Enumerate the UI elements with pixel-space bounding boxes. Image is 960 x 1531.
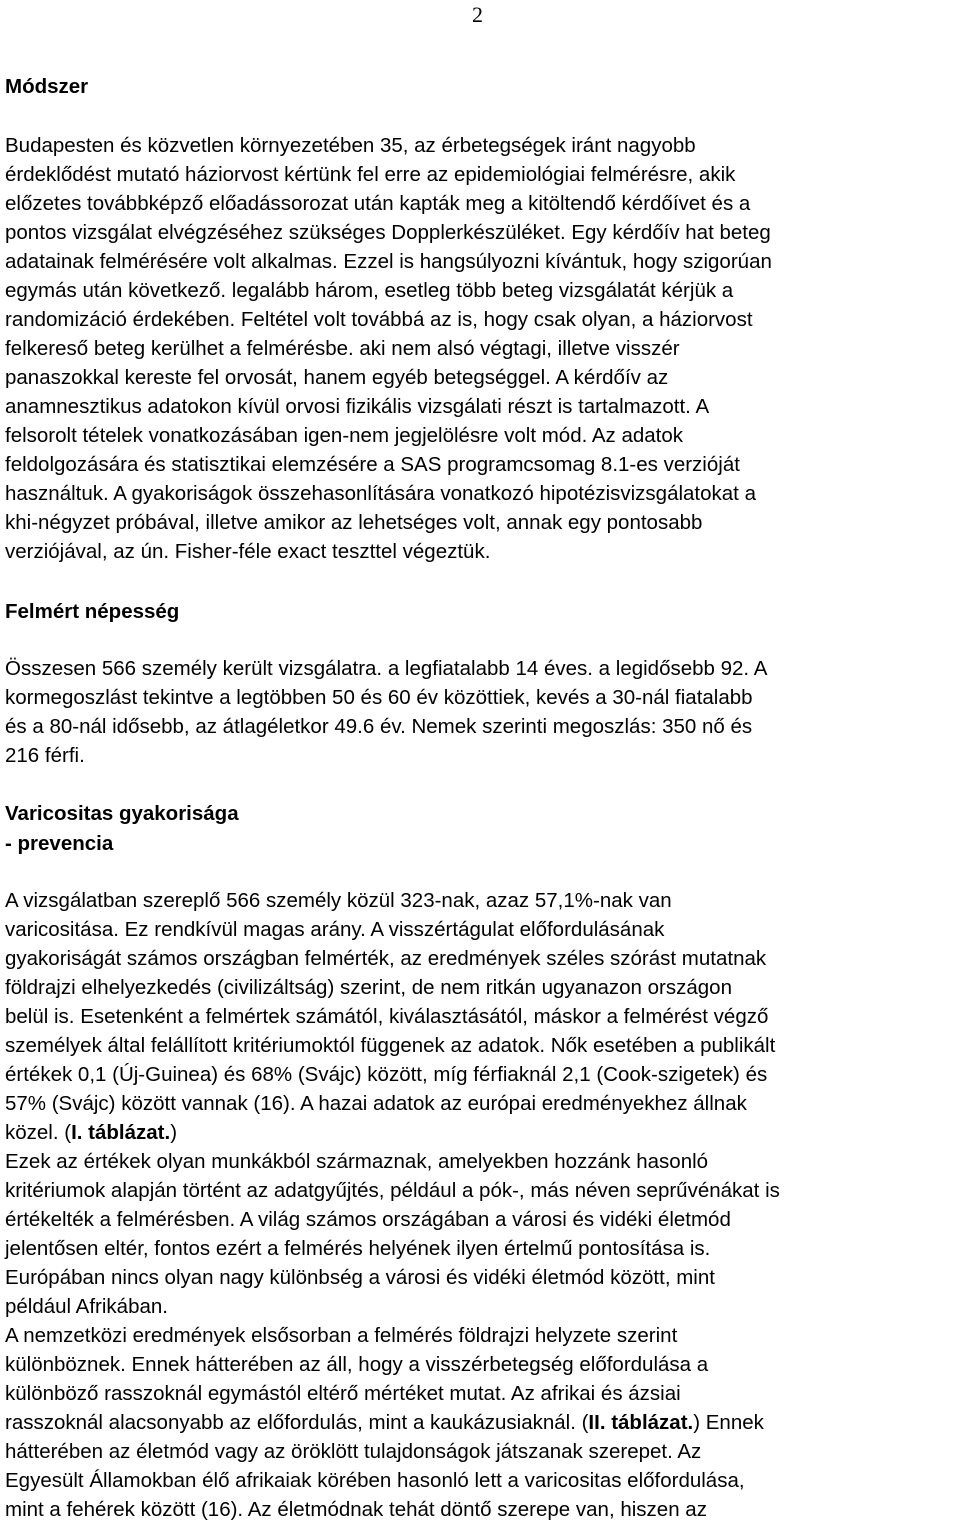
text-line: Budapesten és közvetlen környezetében 35, az érbetegségek iránt nagyobb (5, 134, 696, 157)
paragraph-modszer (5, 131, 958, 566)
table-ref-2: II. táblázat. (588, 1411, 694, 1434)
text-line: 57% (Svájc) között vannak (16). A hazai adatok az európai eredményekhez állnak (5, 1092, 747, 1115)
text-line: mint a fehérek között (16). Az életmódnak tehát döntő szerepe van, hiszen az (5, 1498, 707, 1521)
text-line: feldolgozására és statisztikai elemzésére a SAS programcsomag 8.1-es verzióját (5, 453, 740, 476)
text-line: adatainak felmérésére volt alkalmas. Ezzel is hangsúlyozni kívántuk, hogy szigorúan (5, 250, 772, 273)
text-line: jelentősen eltér, fontos ezért a felmérés helyének ilyen értelmű pontosítása is. (5, 1237, 711, 1260)
text-line: khi-négyzet próbával, illetve amikor az lehetséges volt, annak egy pontosabb (5, 511, 703, 534)
text-line: rasszoknál alacsonyabb az előfordulás, mint a kaukázusiaknál. (II. táblázat.) Ennek (5, 1411, 764, 1434)
text-line: értékelték a felmérésben. A világ számos országában a városi és vidéki életmód (5, 1208, 731, 1231)
paragraph-varicositas (5, 886, 958, 1524)
heading-felmert-nepesseg: Felmért népesség (5, 600, 180, 623)
text-line: Ezek az értékek olyan munkákból származnak, amelyekben hozzánk hasonló (5, 1150, 709, 1173)
heading-prevencia: - prevencia (5, 832, 114, 855)
text-line: Európában nincs olyan nagy különbség a városi és vidéki életmód között, mint (5, 1266, 715, 1289)
text-line: használtuk. A gyakoriságok összehasonlítására vonatkozó hipotézisvizsgálatokat a (5, 482, 756, 505)
text-line: például Afrikában. (5, 1295, 168, 1318)
text-line: A vizsgálatban szereplő 566 személy közül 323-nak, azaz 57,1%-nak van (5, 889, 672, 912)
text-line: különböznek. Ennek hátterében az áll, hogy a visszérbetegség előfordulása a (5, 1353, 709, 1376)
heading-modszer: Módszer (5, 75, 89, 98)
text-line: előzetes továbbképző előadássorozat után kapták meg a kitöltendő kérdőívet és a (5, 192, 751, 215)
text-line: különböző rasszoknál egymástól eltérő mértéket mutat. Az afrikai és ázsiai (5, 1382, 681, 1405)
text-line: verziójával, az ún. Fisher-féle exact teszttel végeztük. (5, 540, 491, 563)
text-line: kormegoszlást tekintve a legtöbben 50 és 60 év közöttiek, kevés a 30-nál fiatalabb (5, 686, 753, 709)
text-line: varicositása. Ez rendkívül magas arány. A visszértágulat előfordulásának (5, 918, 665, 941)
text-line: Összesen 566 személy került vizsgálatra. a legfiatalabb 14 éves. a legidősebb 92. A (5, 657, 768, 680)
text-line: egymás után következő. legalább három, esetleg több beteg vizsgálatát kérjük a (5, 279, 734, 302)
text-line: randomizáció érdekében. Feltétel volt továbbá az is, hogy csak olyan, a háziorvost (5, 308, 753, 331)
text-line: érdeklődést mutató háziorvost kértünk fel erre az epidemiológiai felmérésre, akik (5, 163, 736, 186)
text-line: 216 férfi. (5, 744, 85, 767)
paragraph-felmert-nepesseg (5, 654, 958, 770)
text-line: anamnesztikus adatokon kívül orvosi fizikális vizsgálati részt is tartalmazott. A (5, 395, 710, 418)
text-line: közel. (I. táblázat.) (5, 1121, 178, 1144)
text-line: panaszokkal kereste fel orvosát, hanem egyéb betegséggel. A kérdőív az (5, 366, 669, 389)
heading-varicositas: Varicositas gyakorisága (5, 802, 239, 825)
page-number: 2 (472, 2, 483, 27)
text-line: kritériumok alapján történt az adatgyűjtés, például a pók-, más néven seprűvénákat is (5, 1179, 780, 1202)
text-line: Egyesült Államokban élő afrikaiak körében hasonló lett a varicositas előfordulása, (5, 1469, 745, 1492)
text-line: földrajzi elhelyezkedés (civilizáltság) szerint, de nem ritkán ugyanazon országon (5, 976, 732, 999)
text-line: értékek 0,1 (Új-Guinea) és 68% (Svájc) között, míg férfiaknál 2,1 (Cook-szigetek) és (5, 1063, 768, 1086)
text-line: A nemzetközi eredmények elsősorban a felmérés földrajzi helyzete szerint (5, 1324, 678, 1347)
text-line: felkereső beteg kerülhet a felmérésbe. aki nem alsó végtagi, illetve visszér (5, 337, 680, 360)
text-line: és a 80-nál idősebb, az átlagéletkor 49.6 év. Nemek szerinti megoszlás: 350 nő és (5, 715, 753, 738)
table-ref-1: I. táblázat. (71, 1121, 171, 1144)
text-line: pontos vizsgálat elvégzéséhez szükséges Dopplerkészüléket. Egy kérdőív hat beteg (5, 221, 771, 244)
text-line: belül is. Esetenként a felmértek számától, kiválasztásától, máskor a felmérést végző (5, 1005, 769, 1028)
text-line: hátterében az életmód vagy az öröklött tulajdonságok játszanak szerepet. Az (5, 1440, 702, 1463)
text-line: gyakoriságát számos országban felmérték, az eredmények széles szórást mutatnak (5, 947, 767, 970)
text-line: felsorolt tételek vonatkozásában igen-nem jegjelölésre volt mód. Az adatok (5, 424, 684, 447)
text-line: személyek által felállított kritériumoktól függenek az adatok. Nők esetében a publikált (5, 1034, 776, 1057)
